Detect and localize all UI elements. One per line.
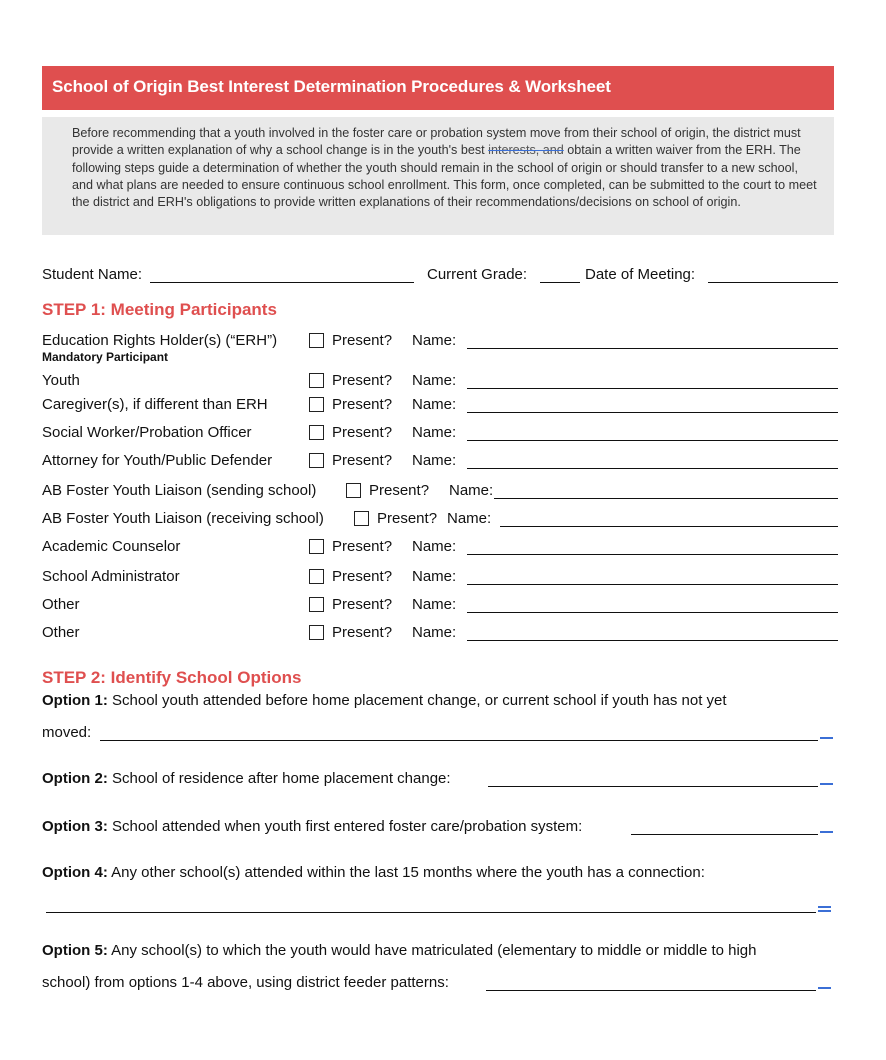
participant-role-label: Other <box>42 596 80 613</box>
student-name-label: Student Name: <box>42 266 143 283</box>
option-3-desc: School attended when youth first entered foster care/probation system: <box>112 818 583 835</box>
option-5-desc: Any school(s) to which the youth would have matriculated (elementary to middle or middle to high <box>111 942 757 959</box>
present-label: Present? <box>332 332 393 349</box>
present-checkbox[interactable] <box>309 597 324 612</box>
option-2-field[interactable] <box>488 786 818 787</box>
option-4-text <box>42 864 705 881</box>
present-checkbox[interactable] <box>309 539 324 554</box>
participant-role-label: Attorney for Youth/Public Defender <box>42 452 273 469</box>
participant-role-label: AB Foster Youth Liaison (sending school) <box>42 482 317 499</box>
participant-name-label: Name: <box>412 372 457 389</box>
worksheet-header <box>42 66 834 110</box>
participant-name-field[interactable] <box>467 468 838 469</box>
participant-name-field[interactable] <box>467 412 838 413</box>
present-checkbox[interactable] <box>354 511 369 526</box>
present-label: Present? <box>332 396 393 413</box>
participant-name-label: Name: <box>449 482 494 499</box>
present-checkbox[interactable] <box>309 397 324 412</box>
present-label: Present? <box>332 372 393 389</box>
present-checkbox[interactable] <box>309 373 324 388</box>
participant-role-label: Caregiver(s), if different than ERH <box>42 396 268 413</box>
worksheet-title: School of Origin Best Interest Determination Procedures & Worksheet <box>52 77 611 96</box>
option-3-label: Option 3: <box>42 818 108 835</box>
intro-text-part: obtain a written waiver from the ERH. The following steps guide a determination of whether the youth should remain in the school of origin or should transfer to a new school, and what plans are needed to ensure continuous school enrollment. This form, once completed, can be submitted to the court to meet the district and ERH's obligations to provide written explanations of their recommendations/decisions on school of origin. <box>72 143 817 210</box>
participant-name-field[interactable] <box>467 388 838 389</box>
participant-role-label: Social Worker/Probation Officer <box>42 424 252 441</box>
present-checkbox[interactable] <box>309 333 324 348</box>
present-label: Present? <box>332 538 393 555</box>
option-3-text <box>42 818 582 835</box>
participant-name-field[interactable] <box>467 440 838 441</box>
intro-struck-text: interests, and <box>488 143 564 158</box>
option-4-marker-2 <box>818 910 831 912</box>
current-grade-field[interactable] <box>540 282 580 283</box>
option-4-desc: Any other school(s) attended within the last 15 months where the youth has a connection: <box>111 864 705 881</box>
participant-name-label: Name: <box>412 568 457 585</box>
participant-role-label: Youth <box>42 372 80 389</box>
option-2-label: Option 2: <box>42 770 108 787</box>
present-label: Present? <box>332 452 393 469</box>
present-label: Present? <box>369 482 430 499</box>
present-label: Present? <box>332 424 393 441</box>
participant-name-label: Name: <box>412 396 457 413</box>
step2-title: STEP 2: Identify School Options <box>42 668 302 687</box>
participant-name-label: Name: <box>412 332 457 349</box>
option-2-desc: School of residence after home placement change: <box>112 770 451 787</box>
option-5-cont: school) from options 1-4 above, using district feeder patterns: <box>42 974 449 991</box>
participant-role-label: School Administrator <box>42 568 180 585</box>
present-checkbox[interactable] <box>309 453 324 468</box>
option-1-cont: moved: <box>42 724 92 741</box>
participant-role-label: Education Rights Holder(s) (“ERH”) <box>42 332 278 349</box>
participant-name-field[interactable] <box>467 640 838 641</box>
current-grade-label: Current Grade: <box>427 266 528 283</box>
participant-name-field[interactable] <box>500 526 838 527</box>
participant-role-label: Other <box>42 624 80 641</box>
participant-name-label: Name: <box>412 424 457 441</box>
participant-name-field[interactable] <box>467 584 838 585</box>
option-3-marker <box>820 831 833 833</box>
option-1-label: Option 1: <box>42 692 108 709</box>
option-1-field[interactable] <box>100 740 818 741</box>
participant-name-field[interactable] <box>467 554 838 555</box>
option-5-text <box>42 942 757 959</box>
present-checkbox[interactable] <box>309 625 324 640</box>
option-2-marker <box>820 783 833 785</box>
option-4-label: Option 4: <box>42 864 108 881</box>
student-name-field[interactable] <box>150 282 414 283</box>
intro-box <box>42 117 834 235</box>
participant-name-field[interactable] <box>494 498 838 499</box>
participant-name-label: Name: <box>412 596 457 613</box>
option-1-text <box>42 692 727 709</box>
participant-name-label: Name: <box>412 452 457 469</box>
option-5-field[interactable] <box>486 990 816 991</box>
option-5-marker <box>818 987 831 989</box>
option-4-marker <box>818 906 831 908</box>
step1-title: STEP 1: Meeting Participants <box>42 300 277 319</box>
date-of-meeting-label: Date of Meeting: <box>585 266 696 283</box>
intro-text <box>72 125 817 211</box>
option-3-field[interactable] <box>631 834 818 835</box>
participant-name-label: Name: <box>447 510 492 527</box>
participant-name-field[interactable] <box>467 348 838 349</box>
participant-name-label: Name: <box>412 538 457 555</box>
present-label: Present? <box>332 596 393 613</box>
option-5-label: Option 5: <box>42 942 108 959</box>
present-label: Present? <box>332 624 393 641</box>
intro-text-part: Before recommending that a youth involved in the foster care or probation system move from their school of origin, the district must provide a written explanation of why a school change is in the youth's best <box>72 126 801 158</box>
option-1-desc: School youth attended before home placement change, or current school if youth has not yet <box>112 692 727 709</box>
option-1-marker <box>820 737 833 739</box>
participant-role-label: AB Foster Youth Liaison (receiving school) <box>42 510 324 527</box>
date-of-meeting-field[interactable] <box>708 282 838 283</box>
present-checkbox[interactable] <box>346 483 361 498</box>
mandatory-participant-note: Mandatory Participant <box>42 350 169 364</box>
participant-name-label: Name: <box>412 624 457 641</box>
present-label: Present? <box>332 568 393 585</box>
participant-name-field[interactable] <box>467 612 838 613</box>
present-checkbox[interactable] <box>309 569 324 584</box>
participant-role-label: Academic Counselor <box>42 538 181 555</box>
present-label: Present? <box>377 510 438 527</box>
present-checkbox[interactable] <box>309 425 324 440</box>
option-2-text <box>42 770 451 787</box>
option-4-field[interactable] <box>46 912 816 913</box>
